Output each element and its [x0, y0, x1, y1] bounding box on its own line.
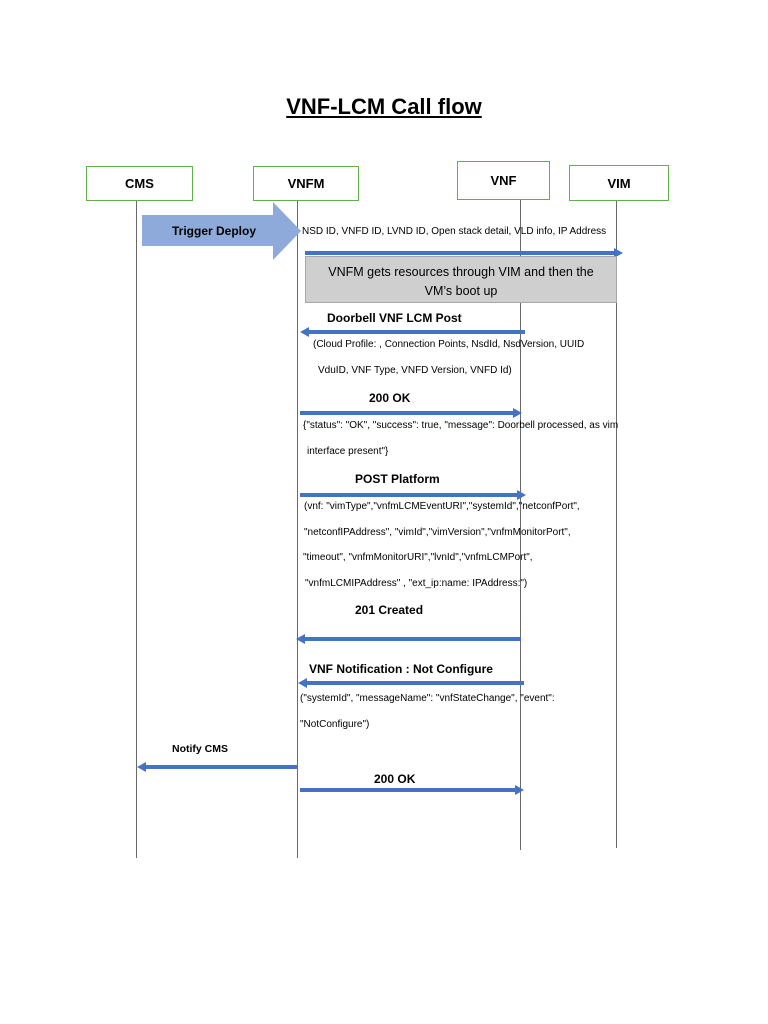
actor-vim-label: VIM: [607, 175, 631, 191]
post-platform-arrow: [300, 490, 526, 500]
ok1-body-line1: {"status": "OK", "success": true, "message": Doorbell processed, as vim: [303, 420, 619, 431]
vim-resources-box: [305, 256, 617, 303]
notification-line2: "NotConfigure"): [300, 719, 370, 730]
ok2-label: 200 OK: [374, 772, 416, 786]
notification-line1: ("systemId", "messageName": "vnfStateChange", "event":: [300, 693, 555, 704]
ok1-body-line2: interface present"}: [307, 446, 389, 457]
notify-cms-label: Notify CMS: [172, 743, 228, 755]
created-arrow: [296, 634, 521, 644]
ok1-arrow: [300, 408, 522, 418]
created-label: 201 Created: [355, 603, 424, 617]
doorbell-label: Doorbell VNF LCM Post: [327, 311, 462, 325]
vim-box-line1: VNFM gets resources through VIM and then the: [328, 265, 594, 279]
actor-vnfm-label: VNFM: [287, 176, 325, 191]
diagram-title: VNF-LCM Call flow: [286, 94, 482, 119]
post-platform-line1: (vnf: "vimType","vnfmLCMEventURI","systemId","netconfPort",: [304, 501, 580, 512]
doorbell-params-line1: (Cloud Profile: , Connection Points, NsdId, NsdVersion, UUID: [313, 339, 585, 350]
doorbell-params-line2: VduID, VNF Type, VNFD Version, VNFD Id): [318, 365, 512, 376]
notify-cms-arrow: [137, 762, 298, 772]
doorbell-arrow: [300, 327, 525, 337]
notification-label: VNF Notification : Not Configure: [309, 662, 493, 676]
trigger-deploy-label: Trigger Deploy: [172, 224, 257, 238]
ok2-arrow: [300, 785, 524, 795]
actor-cms-label: CMS: [125, 176, 154, 191]
post-platform-line2: "netconfIPAddress", "vimId","vimVersion","vnfmMonitorPort",: [304, 527, 571, 538]
post-platform-line4: "vnfmLCMIPAddress" , "ext_ip:name: IPAddress:"): [305, 578, 528, 589]
notification-arrow: [298, 678, 524, 688]
actor-vnf-label: VNF: [490, 173, 517, 188]
deploy-params-text: NSD ID, VNFD ID, LVND ID, Open stack detail, VLD info, IP Address: [302, 226, 607, 237]
vim-box-line2: VM’s boot up: [424, 284, 498, 298]
post-platform-label: POST Platform: [355, 472, 440, 486]
post-platform-line3: "timeout", "vnfmMonitorURI","lvnId","vnfmLCMPort",: [303, 552, 533, 563]
ok1-label: 200 OK: [369, 391, 411, 405]
